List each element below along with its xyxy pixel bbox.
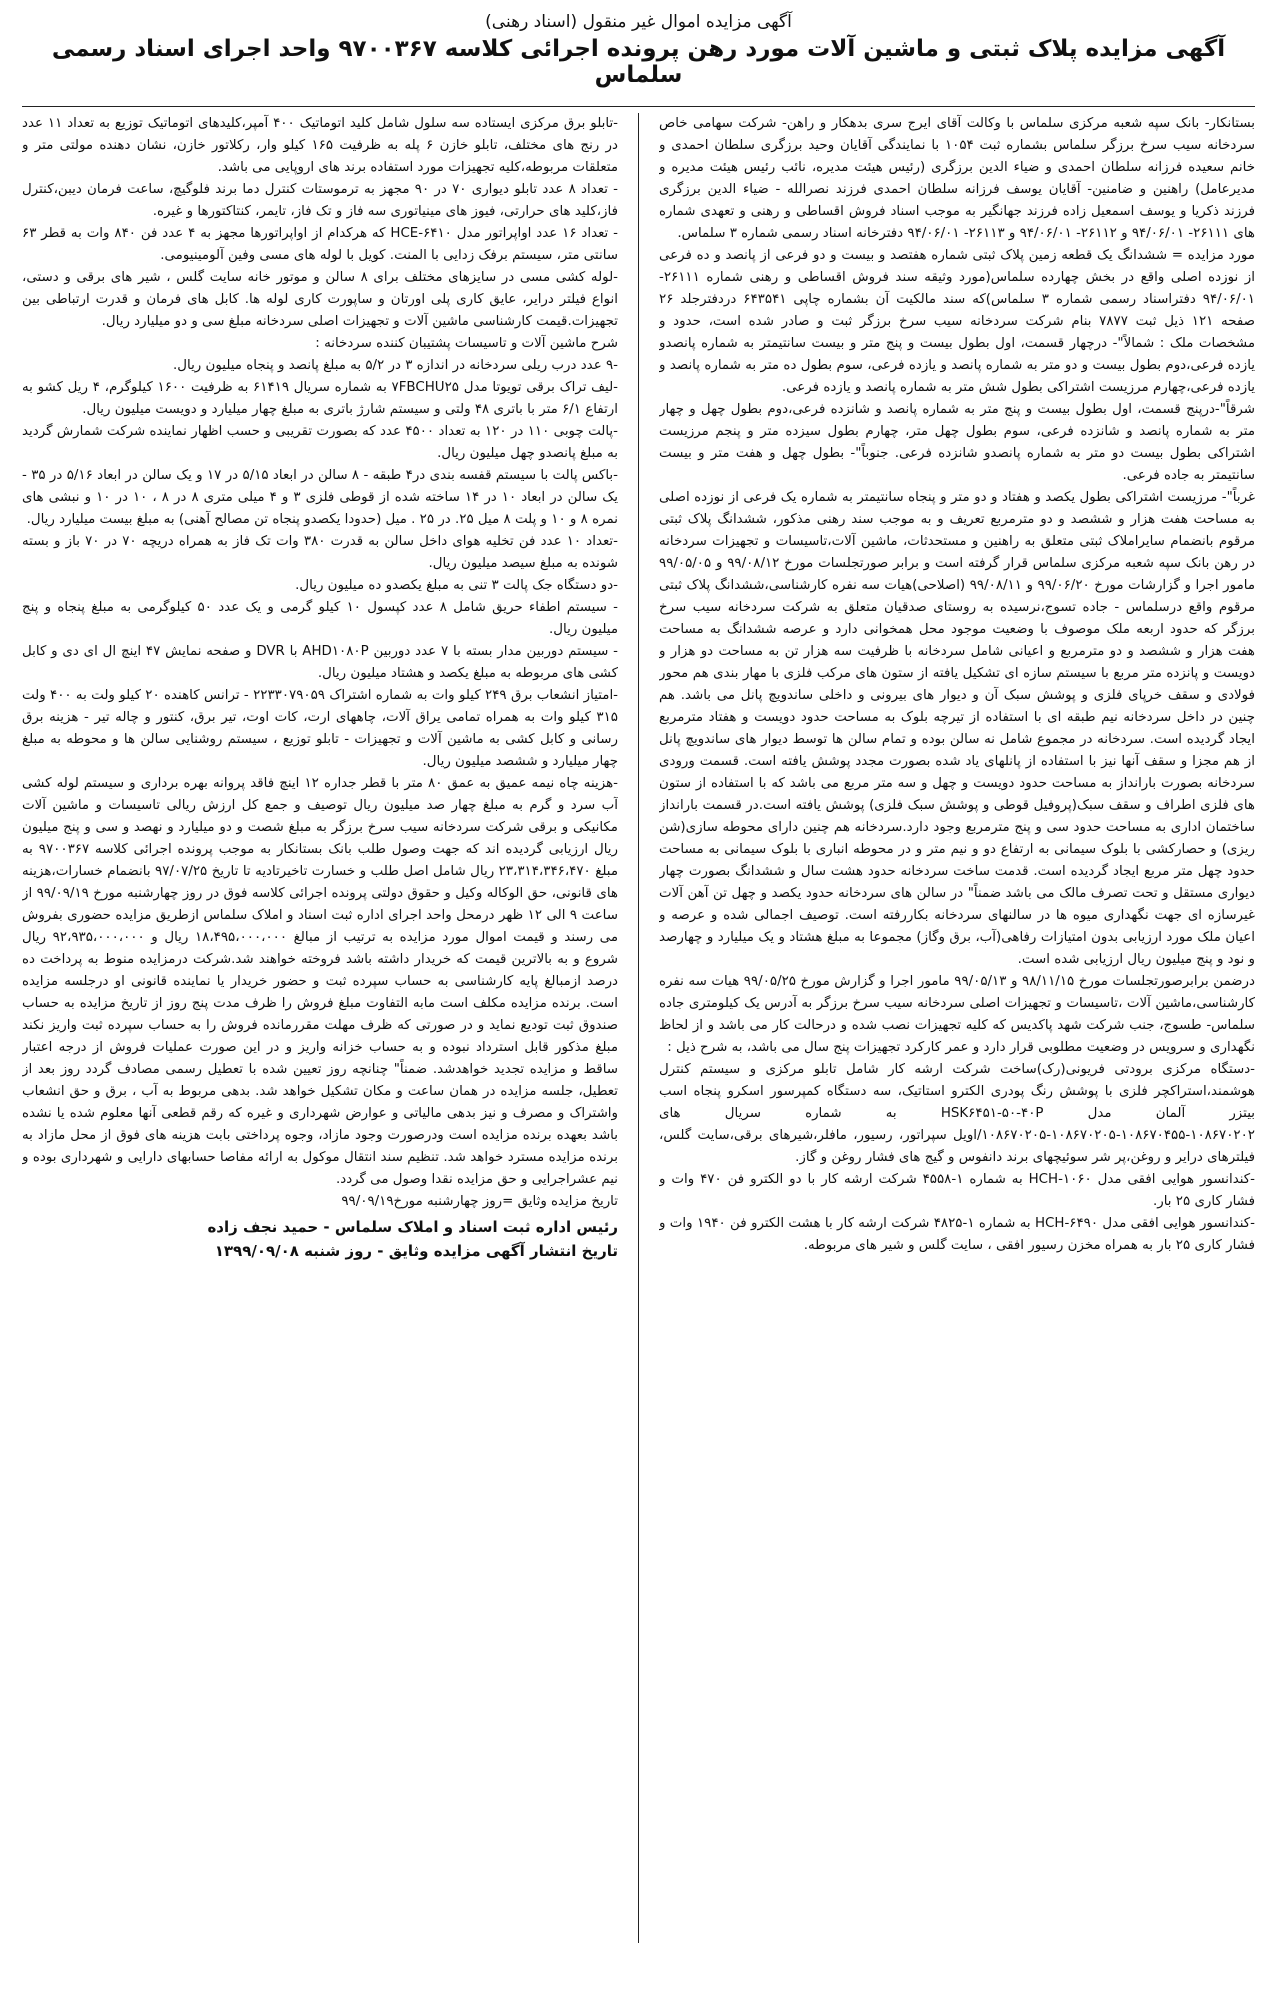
left-paragraph: -امتیاز انشعاب برق ۲۴۹ کیلو وات به شماره اشتراک ۲۲۳۳۰۷۹۰۵۹ - ترانس کاهنده ۲۰ کیلو ولت به ۴۰۰ ولت ۳۱۵ کیلو وات به همراه تمامی یراق آلات، چاههای ارت، کات اوت، تیر برق، کنتور و چاله تیر - هزینه برق رسانی و کابل کشی به ماشین آلات و تجهیزات - تابلو توزیع ، سیستم روشنایی سالن ها و محوطه به مبلغ چهار میلیارد و ششصد میلیون ریال.: [22, 688, 618, 769]
right-paragraph: -کندانسور هوایی افقی مدل HCH-۱۰۶۰ به شماره ۱-۴۵۵۸ شرکت ارشه کار با دو الکترو فن ۴۷۰ وات و فشار کاری ۲۵ بار.: [659, 1172, 1255, 1209]
column-left: [22, 113, 618, 1943]
left-paragraph: - سیستم اطفاء حریق شامل ۸ عدد کپسول ۱۰ کیلو گرمی و یک عدد ۵۰ کیلوگرمی به مبلغ پنجاه و پنج میلیون ریال.: [22, 600, 618, 637]
right-paragraph: -کندانسور هوایی افقی مدل HCH-۶۴۹۰ به شماره ۱-۴۸۲۵ شرکت ارشه کار با هشت الکترو فن ۱۹۴۰ وات و فشار کاری ۲۵ بار به همراه مخزن رسیور افقی ، سایت گلس و شیر های مربوطه.: [659, 1216, 1255, 1253]
left-paragraph: -۹ عدد درب ریلی سردخانه در اندازه ۳ در ۵/۲ به مبلغ پانصد و پنجاه میلیون ریال.: [173, 358, 618, 373]
publish-date: تاریخ انتشار آگهی مزایده وثایق - روز شنبه ۱۳۹۹/۰۹/۰۸: [214, 1242, 618, 1260]
left-paragraph: - تعداد ۸ عدد تابلو دیواری ۷۰ در ۹۰ مجهز به ترموستات کنترل دما برند فلوگیچ، ساعت فرمان دیبن،کنترل فاز،کلید های حرارتی، فیوز های مینیاتوری سه فاز و تک فاز، تایمر، کنتاکتورها و غیره.: [22, 182, 618, 219]
header-rule: [22, 106, 1255, 107]
notice-header: [22, 12, 1255, 98]
left-paragraph: -پالت چوبی ۱۱۰ در ۱۲۰ به تعداد ۴۵۰۰ عدد که بصورت تقریبی و حسب اظهار نماینده شرکت شمارش گردید به مبلغ پانصدو چهل میلیون ریال.: [22, 424, 618, 461]
right-paragraph: بستانکار- بانک سپه شعبه مرکزی سلماس با وکالت آقای ایرج سری بدهکار و راهن- شرکت سهامی خاص سردخانه سیب سرخ برزگر سلماس بشماره ثبت ۱۰۵۴ با نمایندگی آقایان وحید برزگری سلطان احمدی و خانم سعیده فرزانه سلطان احمدی و ضیاء الدین برزگری (رئیس هیئت مدیره، نائب رئیس هیئت مدیره و مدیرعامل) راهنین و ضامنین- آقایان یوسف فرزانه سلطان احمدی فرزند نصرالله - ضیاء الدین برزگری فرزند ذکریا و یوسف اسمعیل زاده فرزند جهانگیر به موجب اسناد فروش اقساطی و رهنی و تعهدی شماره های ۲۶۱۱۱- ۹۴/۰۶/۰۱ و ۲۶۱۱۲- ۹۴/۰۶/۰۱ و ۲۶۱۱۳- ۹۴/۰۶/۰۱ دفترخانه اسناد رسمی شماره ۳ سلماس.: [659, 116, 1255, 241]
left-paragraph: -لوله کشی مسی در سایزهای مختلف برای ۸ سالن و موتور خانه سایت گلس ، شیر های برقی و دستی، انواع فیلتر درایر، عایق کاری پلی اورتان و ساپورت کاری لوله ها. کابل های فرمان و قدرت ارتباطی بین تجهیزات.قیمت کارشناسی ماشین آلات و تجهیزات اصلی سردخانه مبلغ سی و دو میلیارد ریال.: [22, 270, 618, 329]
left-paragraph: -تعداد ۱۰ عدد فن تخلیه هوای داخل سالن به قدرت ۳۸۰ وات تک فاز به همراه دریچه ۷۰ در ۷۰ باز و بسته شونده به مبلغ سیصد میلیون ریال.: [22, 534, 618, 571]
notice-headline: آگهی مزایده پلاک ثبتی و ماشین آلات مورد رهن پرونده اجرائی کلاسه ۹۷۰۰۳۶۷ واحد اجرای اسناد رسمی سلماس: [51, 36, 1226, 88]
left-paragraph: -دو دستگاه جک پالت ۳ تنی به مبلغ یکصدو ده میلیون ریال.: [295, 578, 618, 593]
notice-footer: [22, 1215, 618, 1263]
right-paragraph: غرباً"- مرزیست اشتراکی بطول یکصد و هفتاد و دو متر و پنجاه سانتیمتر به شماره یک فرعی از نوزده اصلی به مساحت هفت هزار و ششصد و دو مترمربع تعریف و به موجب سند رهنی مذکور، ششدانگ پلاک ثبتی مرقوم بانضمام سایراملاک ثبتی متعلق به راهنین و مستحدثات، ماشین آلات،تاسیسات و تجهیزات سردخانه در رهن بانک سپه شعبه مرکزی سلماس قرار گرفته است و برابر صورتجلسات مورخ ۹۹/۰۸/۱۲ و ۹۹/۰۵/۰۵ مامور اجرا و گزارشات مورخ ۹۹/۰۶/۲۰ و ۹۹/۰۸/۱۱ (اصلاحی)هیات سه نفره کارشناسی،ششدانگ پلاک ثبتی مرقوم واقع درسلماس - جاده تسوج،نرسیده به روستای صدقیان متعلق به شرکت سردخانه سیب سرخ برزگر که حدود اربعه ملک موصوف با وضعیت موجود محل همخوانی دارد و عرصه ششدانگ به مساحت هفت هزار و ششصد و دو مترمربع و اعیانی شامل سردخانه با ظرفیت سه هزار تن به مساحت دو هزار و دویست و پانزده متر مربع با سیستم سازه ای تشکیل یافته از ستون های مرکب فلزی با مهار بندی هم محور فولادی و سقف خرپای فلزی و پوشش سبک آن و دیوار های بیرونی و داخلی ساندویچ پانل می باشد. هم چنین در داخل سردخانه نیم طبقه ای با استفاده از تیرچه بلوک به مساحت حدود دویست و هفتاد مترمربع ایجاد گردیده است. سردخانه در مجموع شامل نه سالن بوده و تمام سالن ها توسط دیوار های ساندویچ پانل از هم مجزا و سقف آنها نیز با استفاده از پانلهای یاد شده بصورت مجدد پوشش یافته است. قسمت ورودی سردخانه بصورت بارانداز به مساحت حدود دویست و چهل و سه متر مربع می باشد که با استفاده از ستون های فلزی اطراف و سقف سبک(پروفیل قوطی و پوشش سبک فلزی) پوشش یافته است.در قسمت بارانداز ساختمان اداری به مساحت حدود سی و پنج مترمربع وجود دارد.سردخانه هم چنین دارای محوطه سازی(شن ریزی) و حصارکشی با بلوک سیمانی به ارتفاع دو و نیم متر و در محوطه انباری با بلوک سیمانی به مساحت حدود چهل متر مربع ایجاد گردیده است. قدمت ساخت سردخانه حدود هشت سال و ششدانگ بصورت چهار دیواری مستقل و تحت تصرف مالک می باشد ضمناً" در سالن های سردخانه حدود یکصد و چهل تن آهن آلات غیرسازه ای جهت نگهداری میوه ها در سالنهای سردخانه بکاررفته است. توصیف اجمالی شده و عرصه و اعیان ملک مورد ارزیابی بدون امتیازات رفاهی(آب، برق وگاز) مجموعا به مبلغ هشتاد و یک میلیارد و چهارصد و نود و پنج میلیون ریال ارزیابی شده است.: [659, 490, 1255, 967]
right-paragraph: مورد مزایده = ششدانگ یک قطعه زمین پلاک ثبتی شماره هفتصد و بیست و دو فرعی از پانصد و ده فرعی از نوزده اصلی واقع در بخش چهارده سلماس(مورد وثیقه سند فروش اقساطی و رهنی شماره ۲۶۱۱۱- ۹۴/۰۶/۰۱ دفتراسناد رسمی شماره ۳ سلماس)که سند مالکیت آن بشماره چاپی ۶۴۳۵۴۱ دردفترجلد ۲۶ صفحه ۱۲۱ ذیل ثبت ۷۸۷۷ بنام شرکت سردخانه سیب سرخ برزگر ثبت و صادر شده است، حدود و مشخصات ملک : شمالاً"- درچهار قسمت، اول بطول بیست و پنج متر و بیست سانتیمتر به شماره پانصدو یازده فرعی،دوم بطول بیست و دو متر به شماره پانصد و یازده فرعی، سوم بطول ده متر به شماره پانصد و یازده فرعی،چهارم مرزیست اشتراکی بطول شش متر به شماره پانصد و یازده فرعی.: [659, 248, 1255, 395]
column-right: [659, 113, 1255, 1943]
left-paragraph: شرح ماشین آلات و تاسیسات پشتیبان کننده سردخانه :: [315, 336, 618, 351]
right-paragraph: شرقاً"-درپنج قسمت، اول بطول بیست و پنج متر به شماره پانصد و شانزده فرعی،دوم بطول چهل و چهار متر به شماره پانصد و شانزده فرعی، سوم بطول چهل متر، چهارم بطول سیزده متر و پنجم مرزیست اشتراکی بطول بیست دو متر به شماره پانصدو شانزده فرعی. جنوباً"- بطول چهل و هفت متر و بیست سانتیمتر به جاده فرعی.: [659, 402, 1255, 483]
left-paragraph: -تابلو برق مرکزی ایستاده سه سلول شامل کلید اتوماتیک ۴۰۰ آمپر،کلیدهای اتوماتیک توزیع به تعداد ۱۱ عدد در رنج های مختلف، تابلو خازن ۶ پله به ظرفیت ۱۶۵ کیلو وار، رکلاتور خازن، نشان دهنده مولتی متر و متعلقات مربوطه،کلیه تجهیزات مورد استفاده برند های اروپایی می باشد.: [22, 116, 618, 175]
notice-columns: [22, 113, 1255, 1943]
left-paragraph: -هزینه چاه نیمه عمیق به عمق ۸۰ متر با قطر جداره ۱۲ اینچ فاقد پروانه بهره برداری و سیستم لوله کشی آب سرد و گرم به مبلغ چهار صد میلیون ریال توصیف و جمع کل ارزش ریالی تاسیسات و ماشین آلات مکانیکی و برقی شرکت سردخانه سیب سرخ برزگر به مبلغ شصت و دو میلیارد و نهصد و سی و پنج میلیون ریال ارزیابی گردیده اند که جهت وصول طلب بانک بستانکار به موجب پرونده اجرائی کلاسه ۹۷۰۰۳۶۷ به مبلغ ۲۳،۳۱۴،۳۴۶،۴۷۰ ریال شامل اصل طلب و خسارت تاخیرتادیه تا تاریخ ۹۷/۰۷/۲۵ بانضمام خسارات،هزینه های قانونی، حق الوکاله وکیل و حقوق دولتی پرونده اجرائی کلاسه فوق در روز چهارشنبه مورخ ۹۹/۰۹/۱۹ از ساعت ۹ الی ۱۲ ظهر درمحل واحد اجرای اداره ثبت اسناد و املاک سلماس ازطریق مزایده حضوری بفروش می رسند و قیمت اموال مورد مزایده به ترتیب از مبالغ ۱۸،۴۹۵،۰۰۰،۰۰۰ ریال و ۹۲،۹۳۵،۰۰۰،۰۰۰ ریال شروع و به بالاترین قیمت که خریدار داشته باشد فروخته خواهند شد.شرکت درمزایده منوط به پرداخت ده درصد ازمبالغ پایه کارشناسی به حساب سپرده ثبت و حضور خریدار یا نماینده قانونی او درجلسه مزایده است. برنده مزایده مکلف است مابه التفاوت مبلغ فروش را ظرف مدت پنج روز از تاریخ مزایده به حساب صندوق ثبت تودیع نماید و در صورتی که ظرف مهلت مقررمانده فروش را به حساب سپرده ثبت واریز نکند مبلغ مذکور قابل استرداد نبوده و به حساب خزانه واریز و در این صورت عملیات فروش از درجه اعتبار ساقط و مزایده تجدید خواهدشد. ضمناً" چنانچه روز تعیین شده با تعطیل رسمی مصادف گردد روز بعد از تعطیل، جلسه مزایده در همان ساعت و مکان تشکیل خواهد شد. بدهی مربوط به آب ، برق و حق انشعاب واشتراک و مصرف و نیز بدهی مالیاتی و عوارض شهرداری و غیره که رقم قطعی آنها معلوم شده یا نشده باشد بعهده برنده مزایده است ودرصورت وجود مازاد، وجوه پرداختی بابت هزینه های فوق از محل مازاد به برنده مزایده مسترد خواهد شد. تنظیم سند انتقال موکول به ارائه مفاصا حسابهای دارایی و شهرداری بوده و نیم عشراجرایی و حق مزایده نقدا وصول می گردد.: [22, 776, 618, 1187]
left-paragraph: تاریخ مزایده وثایق =روز چهارشنبه مورخ۹۹/۰۹/۱۹: [341, 1194, 618, 1209]
left-paragraph: -لیف تراک برقی تویوتا مدل ۷FBCHU۲۵ به شماره سریال ۶۱۴۱۹ به ظرفیت ۱۶۰۰ کیلوگرم، ۴ ریل کشو به ارتفاع ۶/۱ متر با باتری ۴۸ ولتی و سیستم شارژ باتری به مبلغ چهار میلیارد و دویست میلیون ریال.: [22, 380, 618, 417]
notice-kicker: آگهی مزایده اموال غیر منقول (اسناد رهنی): [485, 12, 792, 32]
signature-line: رئیس اداره ثبت اسناد و املاک سلماس - حمید نجف زاده: [207, 1218, 618, 1236]
right-paragraph: -دستگاه مرکزی برودتی فریونی(رک)ساخت شرکت ارشه کار شامل تابلو مرکزی و سیستم کنترل هوشمند،استراکچر فلزی با پوشش رنگ پودری الکترو استاتیک، سه دستگاه کمپرسور اسکرو پنجاه اسب بیتزر آلمان مدل HSK۶۴۵۱-۵۰-۴۰P به شماره سریال های ۱۰۸۶۷۰۲۰۲-۱۰۸۶۷۰۴۵۵-۱۰۸۶۷۰۲۰۵-۱۰۸۶۷۰۲۰۵/اویل سپراتور، رسیور، مافلر،شیرهای برقی،سایت گلس، فیلترهای درایر و روغن،پر شر سوئیچهای برند دانفوس و گیج های فشار روغن و گاز.: [659, 1062, 1255, 1165]
left-paragraph: -باکس پالت با سیستم قفسه بندی در۴ طبقه - ۸ سالن در ابعاد ۵/۱۵ در ۱۷ و یک سالن در ابعاد ۵/۱۶ در ۳۵ - یک سالن در ابعاد ۱۰ در ۱۴ ساخته شده از قوطی فلزی ۳ و ۴ میلی متری ۸ در ۸ ، ۱۰ در ۱۰ و نبشی های نمره ۸ و ۱۰ و پلت ۸ میل ۲۵. در ۲۵ . میل (حدودا یکصدو پنجاه تن مصالح آهنی) به مبلغ بیست میلیارد ریال.: [22, 468, 618, 527]
column-divider: [638, 113, 639, 1943]
left-paragraph: - تعداد ۱۶ عدد اواپراتور مدل HCE-۶۴۱۰ که هرکدام از اواپراتورها مجهز به ۴ عدد فن ۸۴۰ وات به قطر ۶۳ سانتی متر، سیستم برفک زدایی با المنت. کویل با لوله های مسی وفین آلومینیومی.: [22, 226, 618, 263]
right-paragraph: درضمن برابرصورتجلسات مورخ ۹۸/۱۱/۱۵ و ۹۹/۰۵/۱۳ مامور اجرا و گزارش مورخ ۹۹/۰۵/۲۵ هیات سه نفره کارشناسی،ماشین آلات ،تاسیسات و تجهیزات اصلی سردخانه سیب سرخ برزگر به آدرس یک کیلومتری جاده سلماس- طسوج، جنب شرکت شهد پاکدیس که کلیه تجهیزات نصب شده و درحالت کار می باشد و از لحاظ نگهداری و سرویس در وضعیت مطلوبی قرار دارد و عمر کارکرد تجهیزات پنج سال می باشد، به شرح ذیل :: [659, 974, 1255, 1055]
left-paragraph: - سیستم دوربین مدار بسته با ۷ عدد دوربین AHD۱۰۸۰P با DVR و صفحه نمایش ۴۷ اینچ ال ای دی و کابل کشی های مربوطه به مبلغ یکصد و هشتاد میلیون ریال.: [22, 644, 618, 681]
